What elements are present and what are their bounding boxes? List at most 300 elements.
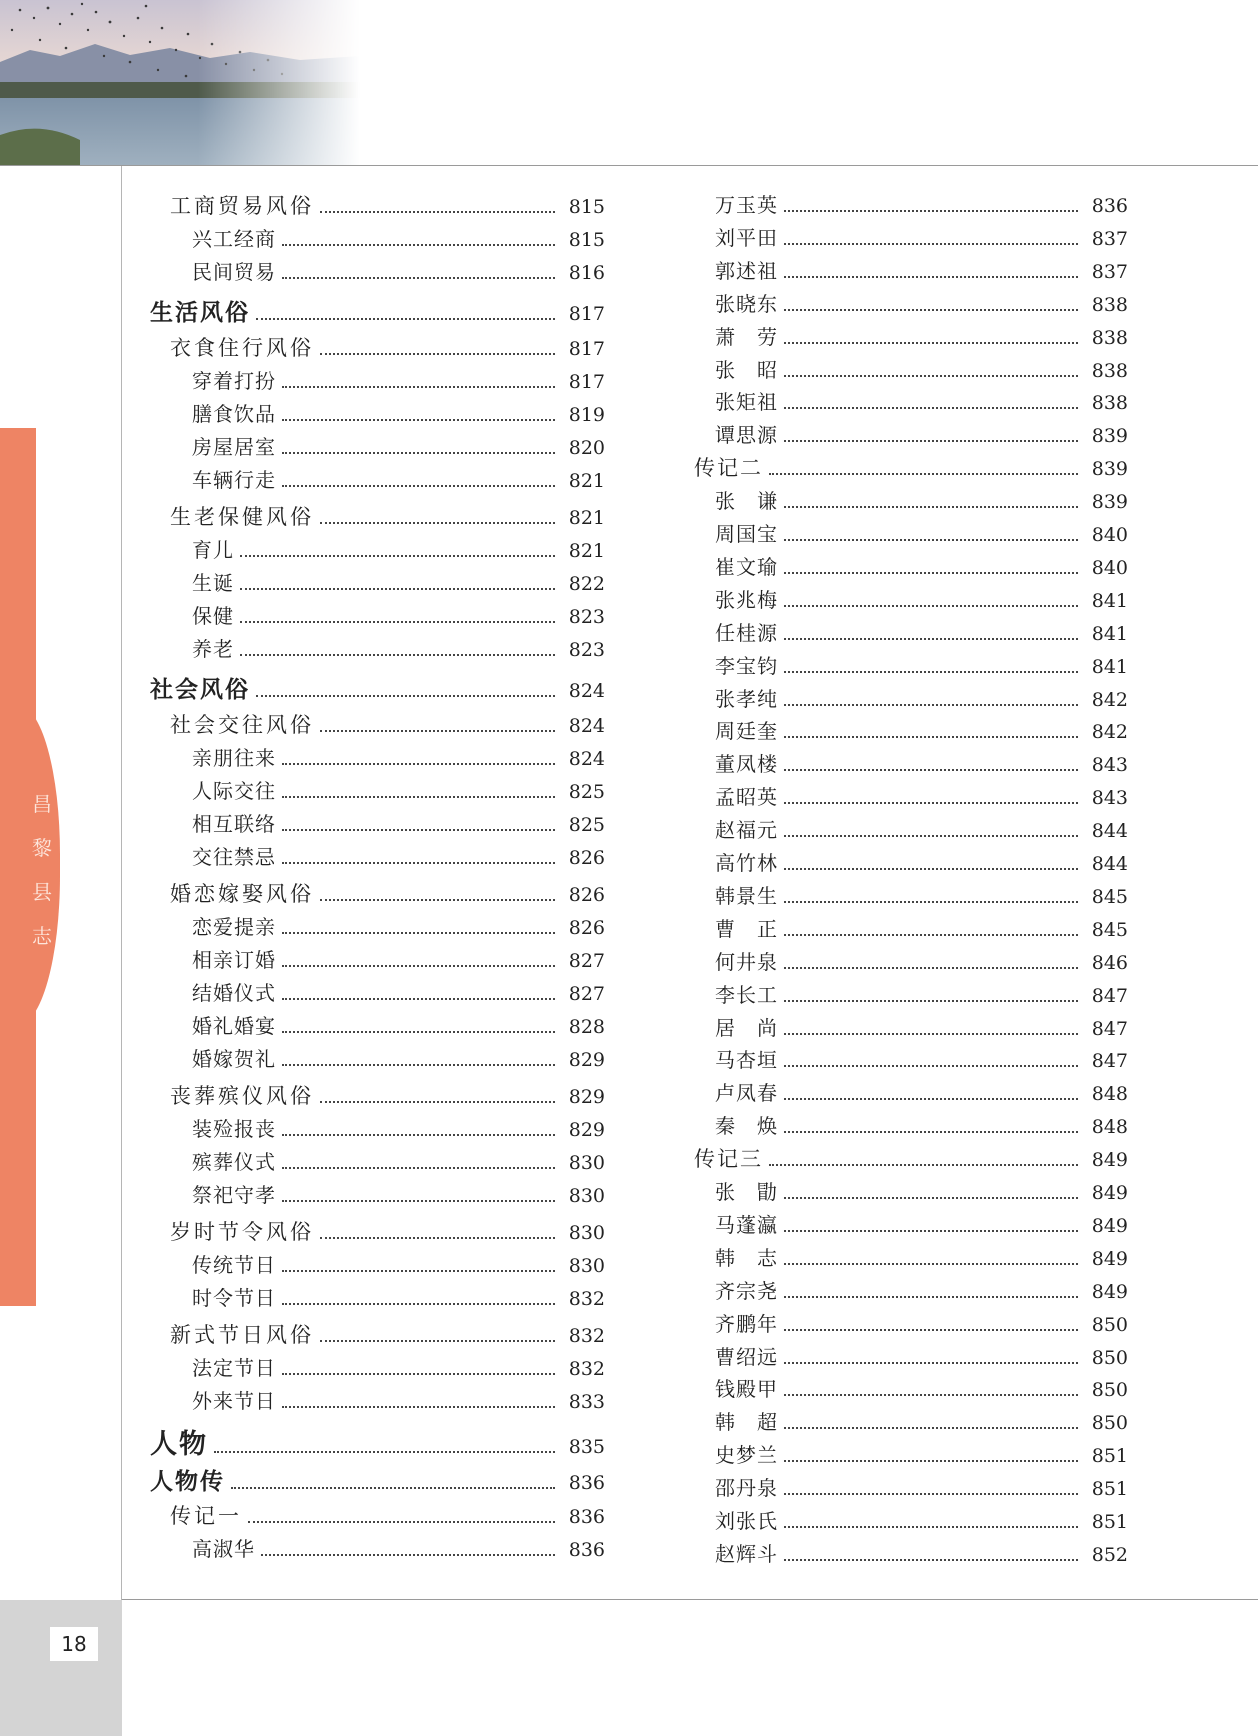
toc-entry-title: 传记一 — [170, 1504, 242, 1528]
toc-entry-page: 817 — [568, 303, 605, 325]
toc-entry-page: 838 — [1091, 360, 1128, 382]
dot-leader — [784, 934, 1078, 936]
dot-leader — [282, 1064, 555, 1066]
toc-entry-title: 韩景生 — [715, 884, 778, 908]
toc-entry — [192, 567, 605, 596]
toc-entry-page: 827 — [568, 950, 605, 972]
toc-entry — [715, 814, 1128, 843]
toc-entry-title: 韩 超 — [715, 1410, 778, 1434]
dot-leader — [784, 1131, 1078, 1133]
toc-entry-page: 830 — [568, 1255, 605, 1277]
toc-entry-page: 821 — [568, 507, 605, 529]
dot-leader — [282, 419, 555, 421]
dot-leader — [784, 901, 1078, 903]
dot-leader — [784, 539, 1078, 541]
lake-birds-image — [0, 0, 360, 165]
toc-entry — [170, 1080, 605, 1110]
toc-entry-page: 820 — [568, 437, 605, 459]
toc-entry — [192, 1249, 605, 1278]
dot-leader — [320, 1101, 555, 1103]
toc-entry-page: 839 — [1091, 491, 1128, 513]
toc-entry-title: 谭思源 — [715, 423, 778, 447]
dot-leader — [784, 210, 1078, 212]
toc-entry-page: 826 — [568, 847, 605, 869]
toc-entry — [715, 847, 1128, 876]
toc-entry — [170, 709, 605, 739]
footer-gray-block — [0, 1600, 122, 1736]
toc-entry-page: 819 — [568, 404, 605, 426]
dot-leader — [240, 621, 555, 623]
dot-leader — [240, 654, 555, 656]
toc-entry-title: 衣食住行风俗 — [170, 336, 314, 360]
dot-leader — [769, 473, 1078, 475]
toc-entry-title: 婚礼婚宴 — [192, 1014, 276, 1038]
dot-leader — [320, 522, 555, 524]
dot-leader — [784, 1559, 1078, 1561]
toc-entry-title: 交往禁忌 — [192, 845, 276, 869]
toc-entry-page: 849 — [1091, 1281, 1128, 1303]
dot-leader — [784, 868, 1078, 870]
toc-entry-page: 848 — [1091, 1083, 1128, 1105]
dot-leader — [320, 730, 555, 732]
dot-leader — [784, 1296, 1078, 1298]
toc-entry-title: 养老 — [192, 637, 234, 661]
toc-entry — [715, 222, 1128, 251]
dot-leader — [784, 243, 1078, 245]
toc-entry — [715, 1110, 1128, 1139]
toc-entry-title: 张 勖 — [715, 1180, 778, 1204]
toc-entry — [192, 600, 605, 629]
toc-entry-page: 851 — [1091, 1445, 1128, 1467]
dot-leader — [282, 1270, 555, 1272]
toc-entry-page: 815 — [568, 196, 605, 218]
toc-entry — [715, 1406, 1128, 1435]
toc-entry-title: 张晓东 — [715, 292, 778, 316]
toc-entry — [715, 551, 1128, 580]
dot-leader — [282, 452, 555, 454]
toc-entry-page: 838 — [1091, 327, 1128, 349]
dot-leader — [784, 1460, 1078, 1462]
dot-leader — [784, 1033, 1078, 1035]
dot-leader — [282, 998, 555, 1000]
toc-entry-page: 838 — [1091, 294, 1128, 316]
toc-entry — [170, 501, 605, 531]
dot-leader — [261, 1554, 555, 1556]
toc-entry-page: 849 — [1091, 1149, 1128, 1171]
toc-entry — [715, 485, 1128, 514]
toc-entry-page: 843 — [1091, 754, 1128, 776]
toc-entry — [715, 1077, 1128, 1106]
toc-entry-page: 837 — [1091, 228, 1128, 250]
dot-leader — [784, 835, 1078, 837]
toc-entry-page: 844 — [1091, 820, 1128, 842]
toc-entry-title: 郭述祖 — [715, 259, 778, 283]
dot-leader — [784, 276, 1078, 278]
toc-entry-page: 832 — [568, 1358, 605, 1380]
dot-leader — [784, 671, 1078, 673]
toc-entry — [192, 742, 605, 771]
dot-leader — [320, 899, 555, 901]
toc-entry-title: 赵辉斗 — [715, 1542, 778, 1566]
dot-leader — [784, 506, 1078, 508]
dot-leader — [282, 862, 555, 864]
toc-entry — [192, 398, 605, 427]
toc-entry-title: 结婚仪式 — [192, 981, 276, 1005]
toc-entry-page: 851 — [1091, 1478, 1128, 1500]
side-title-char: 黎 — [32, 836, 52, 860]
toc-entry-title: 社会风俗 — [150, 676, 250, 703]
footer-rule — [122, 1599, 1258, 1600]
toc-entry — [715, 584, 1128, 613]
side-book-title — [30, 782, 54, 958]
dot-leader — [256, 695, 555, 697]
dot-leader — [282, 796, 555, 798]
toc-entry-title: 齐鹏年 — [715, 1312, 778, 1336]
toc-entry — [715, 189, 1128, 218]
dot-leader — [784, 407, 1078, 409]
toc-entry-title: 生活风俗 — [150, 299, 250, 326]
toc-entry-title: 刘平田 — [715, 226, 778, 250]
toc-entry-page: 824 — [568, 680, 605, 702]
toc-entry-title: 车辆行走 — [192, 468, 276, 492]
toc-entry — [192, 223, 605, 252]
dot-leader — [784, 802, 1078, 804]
toc-entry — [715, 518, 1128, 547]
dot-leader — [282, 965, 555, 967]
dot-leader — [282, 763, 555, 765]
dot-leader — [784, 1197, 1078, 1199]
toc-entry-page: 836 — [568, 1506, 605, 1528]
toc-entry — [192, 256, 605, 285]
toc-entry — [170, 1319, 605, 1349]
toc-entry — [192, 534, 605, 563]
toc-entry-title: 居 尚 — [715, 1016, 778, 1040]
toc-entry — [192, 944, 605, 973]
toc-entry — [715, 781, 1128, 810]
dot-leader — [282, 1134, 555, 1136]
toc-entry-page: 841 — [1091, 656, 1128, 678]
toc-entry-title: 人物传 — [150, 1468, 225, 1495]
toc-entry-page: 838 — [1091, 392, 1128, 414]
toc-entry-page: 839 — [1091, 458, 1128, 480]
toc-entry — [715, 617, 1128, 646]
toc-entry — [715, 419, 1128, 448]
toc-entry-title: 外来节日 — [192, 1389, 276, 1413]
toc-entry — [192, 1282, 605, 1311]
toc-entry-title: 生老保健风俗 — [170, 505, 314, 529]
toc-entry-title: 房屋居室 — [192, 435, 276, 459]
toc-entry-title: 张矩祖 — [715, 390, 778, 414]
dot-leader — [784, 967, 1078, 969]
toc-entry-page: 847 — [1091, 985, 1128, 1007]
toc-entry-title: 卢凤春 — [715, 1081, 778, 1105]
toc-entry — [150, 671, 605, 704]
toc-entry-title: 崔文瑜 — [715, 555, 778, 579]
toc-entry — [170, 1216, 605, 1246]
side-title-char: 志 — [32, 924, 52, 948]
toc-entry-page: 847 — [1091, 1018, 1128, 1040]
toc-entry-page: 829 — [568, 1119, 605, 1141]
dot-leader — [282, 244, 555, 246]
toc-entry — [715, 913, 1128, 942]
dot-leader — [784, 736, 1078, 738]
toc-entry-title: 史梦兰 — [715, 1443, 778, 1467]
toc-entry-page: 844 — [1091, 853, 1128, 875]
dot-leader — [282, 1303, 555, 1305]
dot-leader — [231, 1487, 555, 1489]
toc-entry — [170, 332, 605, 362]
toc-entry — [715, 1275, 1128, 1304]
toc-entry — [192, 365, 605, 394]
dot-leader — [784, 1362, 1078, 1364]
toc-entry — [715, 1044, 1128, 1073]
toc-entry — [715, 1242, 1128, 1271]
dot-leader — [282, 1373, 555, 1375]
toc-entry — [192, 911, 605, 940]
side-title-char: 县 — [32, 880, 52, 904]
toc-entry-page: 829 — [568, 1049, 605, 1071]
toc-entry-page: 827 — [568, 983, 605, 1005]
toc-entry-page: 850 — [1091, 1347, 1128, 1369]
toc-entry-page: 852 — [1091, 1544, 1128, 1566]
toc-entry-title: 传记二 — [694, 456, 763, 480]
dot-leader — [784, 1098, 1078, 1100]
toc-entry — [715, 354, 1128, 383]
toc-entry-page: 849 — [1091, 1248, 1128, 1270]
toc-entry-page: 841 — [1091, 623, 1128, 645]
dot-leader — [320, 353, 555, 355]
dot-leader — [784, 1526, 1078, 1528]
dot-leader — [248, 1521, 555, 1523]
toc-entry — [715, 255, 1128, 284]
toc-entry-title: 曹 正 — [715, 917, 778, 941]
toc-entry-page: 837 — [1091, 261, 1128, 283]
dot-leader — [282, 386, 555, 388]
toc-entry-page: 840 — [1091, 557, 1128, 579]
toc-entry — [715, 946, 1128, 975]
dot-leader — [784, 309, 1078, 311]
toc-entry-title: 法定节日 — [192, 1356, 276, 1380]
toc-entry — [715, 1538, 1128, 1567]
toc-entry-page: 821 — [568, 470, 605, 492]
toc-entry-page: 846 — [1091, 952, 1128, 974]
toc-entry — [715, 1012, 1128, 1041]
toc-entry — [192, 1010, 605, 1039]
toc-entry-title: 马蓬瀛 — [715, 1213, 778, 1237]
toc-entry-page: 833 — [568, 1391, 605, 1413]
toc-entry — [170, 190, 605, 220]
toc-entry — [715, 683, 1128, 712]
dot-leader — [282, 1167, 555, 1169]
dot-leader — [784, 605, 1078, 607]
toc-entry — [192, 633, 605, 662]
toc-entry-title: 恋爱提亲 — [192, 915, 276, 939]
toc-entry — [715, 1472, 1128, 1501]
toc-entry — [192, 1352, 605, 1381]
dot-leader — [784, 440, 1078, 442]
dot-leader — [769, 1164, 1078, 1166]
toc-entry — [192, 1533, 605, 1562]
toc-entry-title: 工商贸易风俗 — [170, 194, 314, 218]
toc-entry-title: 万玉英 — [715, 193, 778, 217]
dot-leader — [784, 1394, 1078, 1396]
toc-entry — [192, 1179, 605, 1208]
toc-entry-title: 兴工经商 — [192, 227, 276, 251]
dot-leader — [784, 1493, 1078, 1495]
toc-entry-title: 保健 — [192, 604, 234, 628]
toc-entry-title: 新式节日风俗 — [170, 1323, 314, 1347]
toc-entry — [192, 841, 605, 870]
toc-entry-title: 相互联络 — [192, 812, 276, 836]
toc-entry-title: 丧葬殡仪风俗 — [170, 1084, 314, 1108]
toc-entry-title: 高竹林 — [715, 851, 778, 875]
toc-entry — [150, 1422, 605, 1461]
toc-entry-page: 824 — [568, 715, 605, 737]
dot-leader — [282, 1406, 555, 1408]
toc-entry — [170, 878, 605, 908]
toc-entry-title: 穿着打扮 — [192, 369, 276, 393]
toc-entry — [715, 1439, 1128, 1468]
toc-entry — [192, 1385, 605, 1414]
toc-entry-title: 亲朋往来 — [192, 746, 276, 770]
dot-leader — [784, 1230, 1078, 1232]
page-number: 18 — [50, 1627, 98, 1661]
toc-entry-page: 822 — [568, 573, 605, 595]
toc-entry-page: 850 — [1091, 1412, 1128, 1434]
dot-leader — [784, 1065, 1078, 1067]
toc-entry — [694, 452, 1128, 482]
toc-entry — [192, 977, 605, 1006]
left-margin-rule — [121, 166, 122, 1600]
toc-entry — [192, 1146, 605, 1175]
toc-entry-title: 秦 焕 — [715, 1114, 778, 1138]
dot-leader — [784, 1427, 1078, 1429]
toc-entry-page: 836 — [568, 1539, 605, 1561]
toc-entry-title: 萧 劳 — [715, 325, 778, 349]
toc-entry-page: 832 — [568, 1325, 605, 1347]
toc-entry — [192, 775, 605, 804]
toc-entry-title: 人物 — [150, 1429, 208, 1460]
toc-entry-title: 钱殿甲 — [715, 1377, 778, 1401]
toc-entry — [192, 808, 605, 837]
toc-entry — [715, 288, 1128, 317]
toc-entry-page: 830 — [568, 1222, 605, 1244]
toc-entry-title: 社会交往风俗 — [170, 713, 314, 737]
toc-entry — [715, 1373, 1128, 1402]
toc-entry-page: 817 — [568, 338, 605, 360]
toc-entry-title: 岁时节令风俗 — [170, 1220, 314, 1244]
toc-entry-page: 830 — [568, 1152, 605, 1174]
toc-entry-title: 马杏垣 — [715, 1048, 778, 1072]
dot-leader — [282, 932, 555, 934]
toc-entry — [715, 979, 1128, 1008]
toc-entry-title: 膳食饮品 — [192, 402, 276, 426]
dot-leader — [282, 1200, 555, 1202]
toc-entry — [715, 715, 1128, 744]
header-photo — [0, 0, 360, 165]
toc-entry-page: 839 — [1091, 425, 1128, 447]
toc-entry-page: 845 — [1091, 886, 1128, 908]
toc-entry-title: 何井泉 — [715, 950, 778, 974]
toc-entry-title: 周廷奎 — [715, 719, 778, 743]
dot-leader — [282, 485, 555, 487]
toc-entry-title: 孟昭英 — [715, 785, 778, 809]
dot-leader — [282, 829, 555, 831]
toc-entry-page: 825 — [568, 814, 605, 836]
toc-entry-page: 836 — [1091, 195, 1128, 217]
toc-entry-page: 849 — [1091, 1182, 1128, 1204]
toc-entry-page: 823 — [568, 639, 605, 661]
toc-entry-page: 851 — [1091, 1511, 1128, 1533]
toc-entry-page: 829 — [568, 1086, 605, 1108]
toc-entry — [715, 880, 1128, 909]
dot-leader — [214, 1451, 555, 1453]
toc-entry-title: 育儿 — [192, 538, 234, 562]
toc-entry-page: 826 — [568, 884, 605, 906]
toc-entry-page: 842 — [1091, 689, 1128, 711]
toc-entry-page: 850 — [1091, 1314, 1128, 1336]
dot-leader — [784, 704, 1078, 706]
toc-entry-page: 821 — [568, 540, 605, 562]
toc-entry-title: 祭祀守孝 — [192, 1183, 276, 1207]
dot-leader — [784, 1263, 1078, 1265]
toc-entry — [715, 1308, 1128, 1337]
toc-entry-page: 826 — [568, 917, 605, 939]
toc-entry-title: 时令节日 — [192, 1286, 276, 1310]
toc-entry — [715, 748, 1128, 777]
toc-entry-title: 婚嫁贺礼 — [192, 1047, 276, 1071]
dot-leader — [784, 1329, 1078, 1331]
toc-entry-page: 832 — [568, 1288, 605, 1310]
dot-leader — [282, 277, 555, 279]
toc-entry-title: 任桂源 — [715, 621, 778, 645]
toc-entry — [715, 650, 1128, 679]
toc-entry-title: 张 昭 — [715, 358, 778, 382]
toc-entry-title: 董凤楼 — [715, 752, 778, 776]
toc-entry — [192, 464, 605, 493]
toc-entry-page: 850 — [1091, 1379, 1128, 1401]
toc-entry — [170, 1500, 605, 1530]
toc-entry-title: 装殓报丧 — [192, 1117, 276, 1141]
toc-entry-page: 815 — [568, 229, 605, 251]
toc-entry-page: 845 — [1091, 919, 1128, 941]
toc-entry-title: 赵福元 — [715, 818, 778, 842]
side-title-char: 昌 — [32, 792, 52, 816]
toc-entry-title: 民间贸易 — [192, 260, 276, 284]
dot-leader — [240, 588, 555, 590]
header-rule — [0, 165, 1258, 166]
dot-leader — [784, 342, 1078, 344]
dot-leader — [240, 555, 555, 557]
toc-entry — [192, 431, 605, 460]
toc-entry-page: 828 — [568, 1016, 605, 1038]
toc-entry — [715, 1341, 1128, 1370]
toc-entry — [715, 1176, 1128, 1205]
toc-entry-page: 847 — [1091, 1050, 1128, 1072]
toc-entry — [192, 1113, 605, 1142]
toc-entry-title: 传记三 — [694, 1147, 763, 1171]
toc-entry-page: 825 — [568, 781, 605, 803]
toc-entry-title: 传统节日 — [192, 1253, 276, 1277]
toc-entry-title: 张兆梅 — [715, 588, 778, 612]
dot-leader — [784, 375, 1078, 377]
toc-entry-page: 823 — [568, 606, 605, 628]
toc-entry-page: 842 — [1091, 721, 1128, 743]
toc-entry-title: 曹绍远 — [715, 1345, 778, 1369]
toc-entry-page: 849 — [1091, 1215, 1128, 1237]
toc-entry-page: 817 — [568, 371, 605, 393]
toc-entry-title: 相亲订婚 — [192, 948, 276, 972]
